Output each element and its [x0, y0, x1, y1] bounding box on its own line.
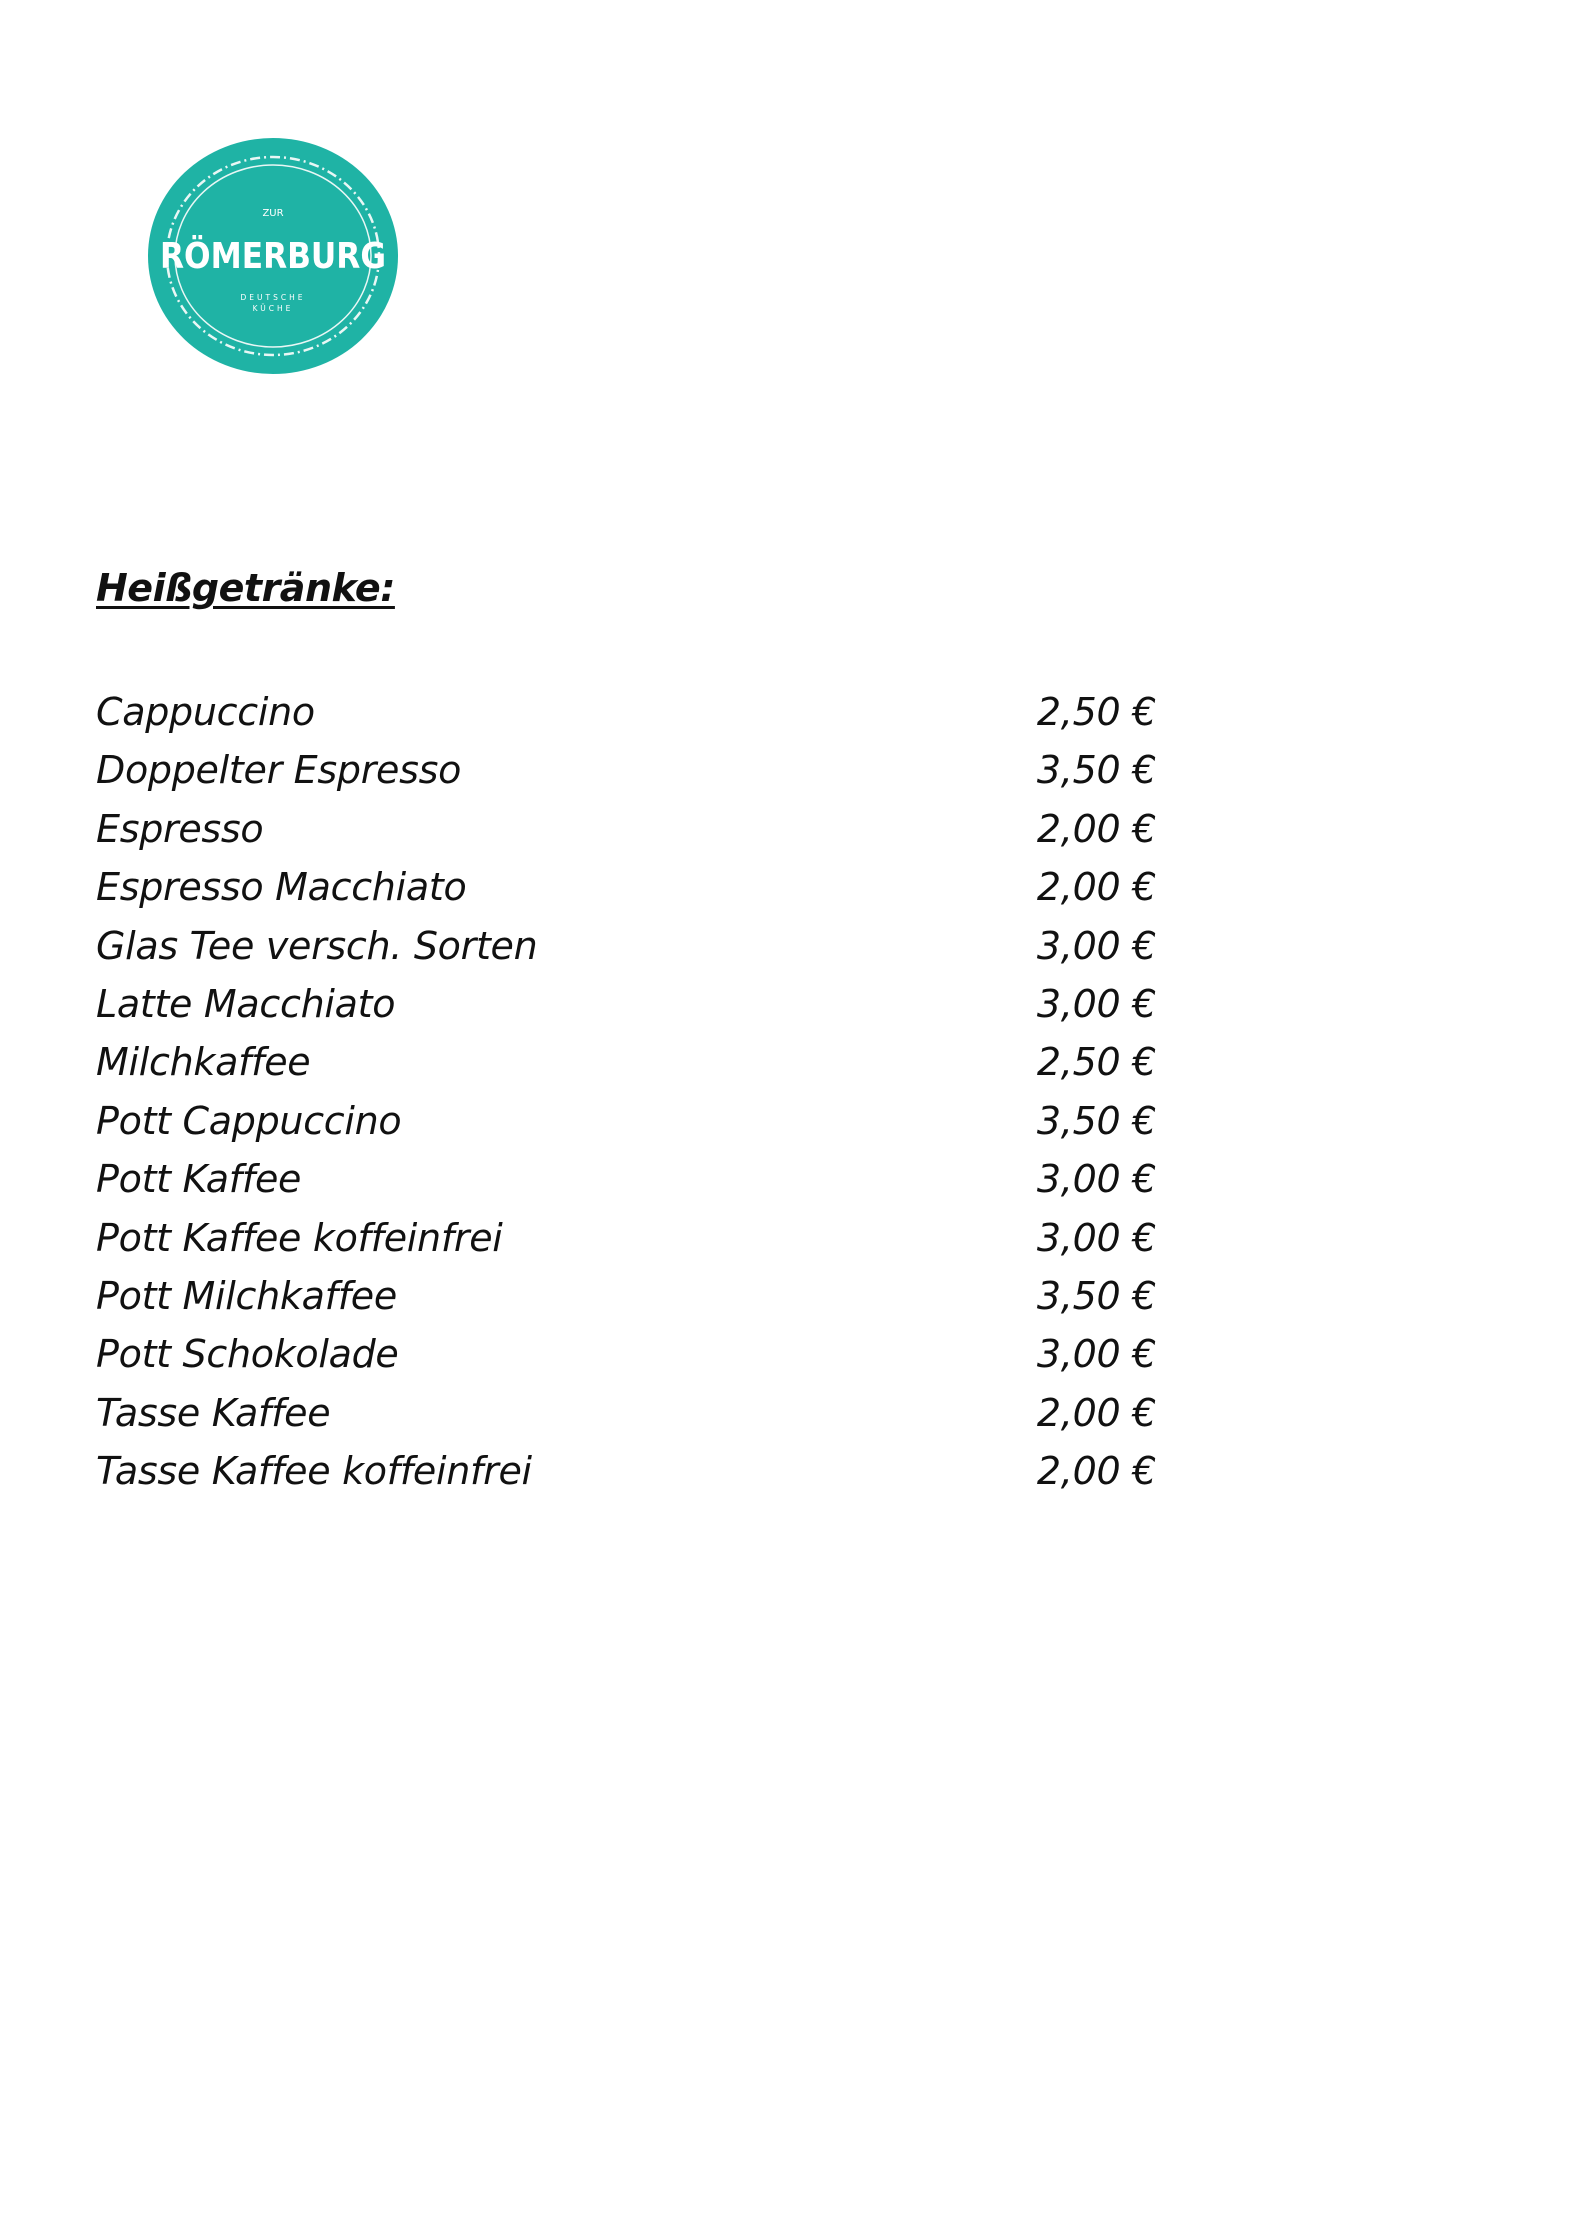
menu-item-name: Glas Tee versch. Sorten [96, 923, 538, 968]
section-heading: Heißgetränke: [96, 566, 395, 610]
menu-item-price: 2,50 € [1036, 690, 1156, 734]
menu-item-name: Latte Macchiato [96, 982, 396, 1026]
menu-item-price: 2,00 € [1036, 865, 1156, 910]
menu-item-name: Pott Schokolade [96, 1332, 399, 1377]
menu-item-name: Milchkaffee [96, 1040, 311, 1085]
menu-item-price: 3,00 € [1036, 923, 1156, 968]
menu-item-name: Pott Milchkaffee [96, 1274, 397, 1318]
menu-item-price: 2,00 € [1036, 806, 1156, 851]
menu-item-price: 3,00 € [1036, 982, 1156, 1026]
menu-item-name: Espresso [96, 806, 264, 851]
logo-top-text: ZUR [262, 208, 284, 219]
menu-item-name: Pott Kaffee [96, 1157, 302, 1202]
menu-item-price: 3,00 € [1036, 1332, 1156, 1377]
menu-item-name: Tasse Kaffee koffeinfrei [96, 1449, 532, 1494]
menu-item-name: Cappuccino [96, 690, 315, 734]
menu-item-price: 3,50 € [1036, 1098, 1156, 1143]
menu-item-price: 3,50 € [1036, 748, 1156, 793]
menu-item-price: 2,00 € [1036, 1449, 1156, 1494]
menu-item-price: 3,00 € [1036, 1215, 1156, 1260]
restaurant-logo [146, 136, 400, 376]
menu-item-price: 2,50 € [1036, 1040, 1156, 1085]
menu-item-name: Pott Kaffee koffeinfrei [96, 1215, 503, 1260]
menu-item-name: Tasse Kaffee [96, 1390, 331, 1435]
menu-item-price: 2,00 € [1036, 1390, 1156, 1435]
logo-sub-line-1: DEUTSCHE [240, 293, 306, 302]
logo-name: RÖMERBURG [160, 236, 395, 277]
logo-sub-line-2: KÜCHE [252, 304, 294, 313]
menu-item-name: Doppelter Espresso [96, 748, 462, 793]
menu-item-name: Pott Cappuccino [96, 1098, 402, 1143]
menu-item-price: 3,00 € [1036, 1157, 1156, 1202]
menu-item-price: 3,50 € [1036, 1274, 1156, 1318]
menu-item-name: Espresso Macchiato [96, 865, 467, 910]
logo-seal-icon [146, 136, 400, 376]
